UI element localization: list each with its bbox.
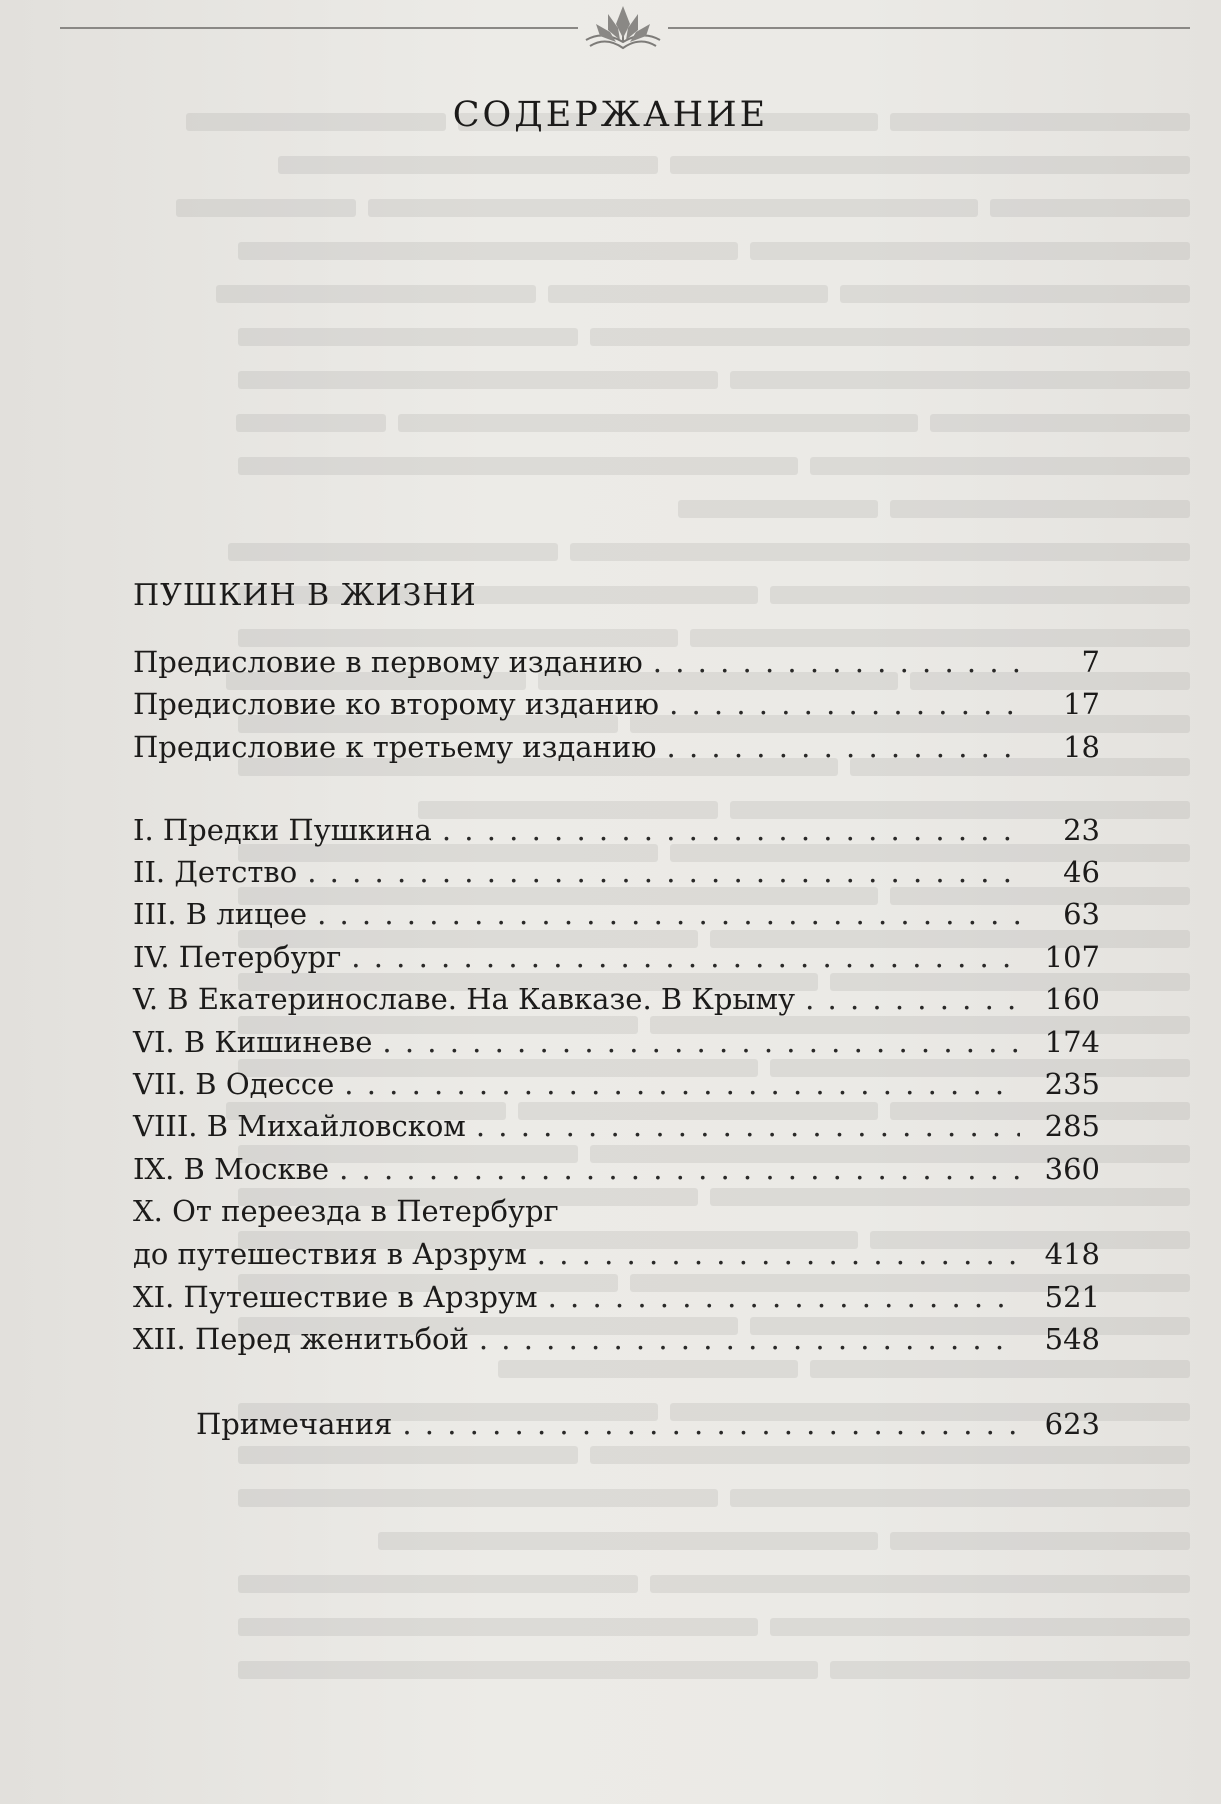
toc-entry-label: до путешествия в Арзрум	[133, 1237, 527, 1271]
toc-entry-page: 63	[1063, 897, 1100, 931]
open-book-ornament-icon	[578, 0, 668, 52]
toc-entry-label: IX. В Москве	[133, 1152, 330, 1186]
toc-entry-page: 235	[1044, 1067, 1100, 1101]
toc-entry-label: II. Детство	[133, 855, 298, 889]
leader-dots	[442, 813, 1020, 847]
leader-dots	[479, 1322, 1020, 1356]
toc-entry-page: 18	[1063, 730, 1100, 764]
toc-entry-label: X. От переезда в Петербург	[133, 1194, 559, 1228]
leader-dots	[653, 645, 1020, 679]
toc-entry-page: 46	[1063, 855, 1100, 889]
toc-entry-label: VIII. В Михайловском	[133, 1109, 466, 1143]
toc-entry-chapter-10-line-1[interactable]	[133, 1194, 1100, 1236]
leader-dots	[402, 1407, 1020, 1441]
toc-entry-chapter-11[interactable]	[133, 1280, 1100, 1322]
toc-entry-label: VI. В Кишиневе	[133, 1025, 373, 1059]
leader-dots	[317, 897, 1020, 931]
toc-entry-chapter-4[interactable]	[133, 940, 1100, 982]
contents-title: СОДЕРЖАНИЕ	[452, 95, 769, 135]
toc-entry-page: 418	[1044, 1237, 1100, 1271]
toc-entry-preface-2[interactable]	[133, 687, 1100, 729]
toc-entry-page: 174	[1044, 1025, 1100, 1059]
toc-entry-chapter-7[interactable]	[133, 1067, 1100, 1109]
toc-entry-chapter-1[interactable]	[133, 813, 1100, 855]
leader-dots	[548, 1280, 1020, 1314]
header-rule-right	[668, 27, 1190, 29]
toc-entry-label: I. Предки Пушкина	[133, 813, 432, 847]
toc-entry-page: 521	[1044, 1280, 1100, 1314]
leader-dots	[307, 855, 1020, 889]
leader-dots	[805, 982, 1020, 1016]
toc-entry-chapter-9[interactable]	[133, 1152, 1100, 1194]
toc-entry-chapter-6[interactable]	[133, 1025, 1100, 1067]
part-title: ПУШКИН В ЖИЗНИ	[133, 578, 477, 613]
toc-entry-page: 17	[1063, 687, 1100, 721]
leader-dots	[667, 730, 1020, 764]
leader-dots	[344, 1067, 1020, 1101]
toc-entry-page: 107	[1044, 940, 1100, 974]
toc-entry-page: 548	[1044, 1322, 1100, 1356]
toc-entry-label: Примечания	[196, 1407, 393, 1441]
toc-entry-chapter-8[interactable]	[133, 1109, 1100, 1151]
toc-entry-label: IV. Петербург	[133, 940, 342, 974]
leader-dots	[669, 687, 1020, 721]
toc-entry-preface-3[interactable]	[133, 730, 1100, 772]
toc-entry-page: 360	[1044, 1152, 1100, 1186]
toc-entry-label: XII. Перед женитьбой	[133, 1322, 469, 1356]
toc-entry-label: Предисловие ко второму изданию	[133, 687, 660, 721]
toc-entry-chapter-5[interactable]	[133, 982, 1100, 1024]
leader-dots	[537, 1237, 1020, 1271]
toc-entry-preface-1[interactable]	[133, 645, 1100, 687]
toc-entry-chapter-2[interactable]	[133, 855, 1100, 897]
toc-entry-chapter-3[interactable]	[133, 897, 1100, 939]
toc-entry-label: VII. В Одессе	[133, 1067, 335, 1101]
leader-dots	[351, 940, 1020, 974]
toc-entry-label: Предисловие в первому изданию	[133, 645, 643, 679]
leader-dots	[476, 1109, 1020, 1143]
toc-entry-notes[interactable]	[196, 1407, 1100, 1449]
leader-dots	[382, 1025, 1020, 1059]
toc-entry-label: Предисловие к третьему изданию	[133, 730, 657, 764]
toc-entry-page: 23	[1063, 813, 1100, 847]
toc-entry-label: III. В лицее	[133, 897, 308, 931]
toc-entry-label: XI. Путешествие в Арзрум	[133, 1280, 538, 1314]
toc-entry-chapter-12[interactable]	[133, 1322, 1100, 1364]
toc-entry-page: 285	[1044, 1109, 1100, 1143]
toc-entry-page: 623	[1044, 1407, 1100, 1441]
leader-dots	[339, 1152, 1020, 1186]
toc-entry-chapter-10[interactable]	[133, 1237, 1100, 1279]
toc-entry-page: 160	[1044, 982, 1100, 1016]
toc-entry-label: V. В Екатеринославе. На Кавказе. В Крыму	[133, 982, 796, 1016]
header-rule-left	[60, 27, 578, 29]
toc-entry-page: 7	[1081, 645, 1100, 679]
